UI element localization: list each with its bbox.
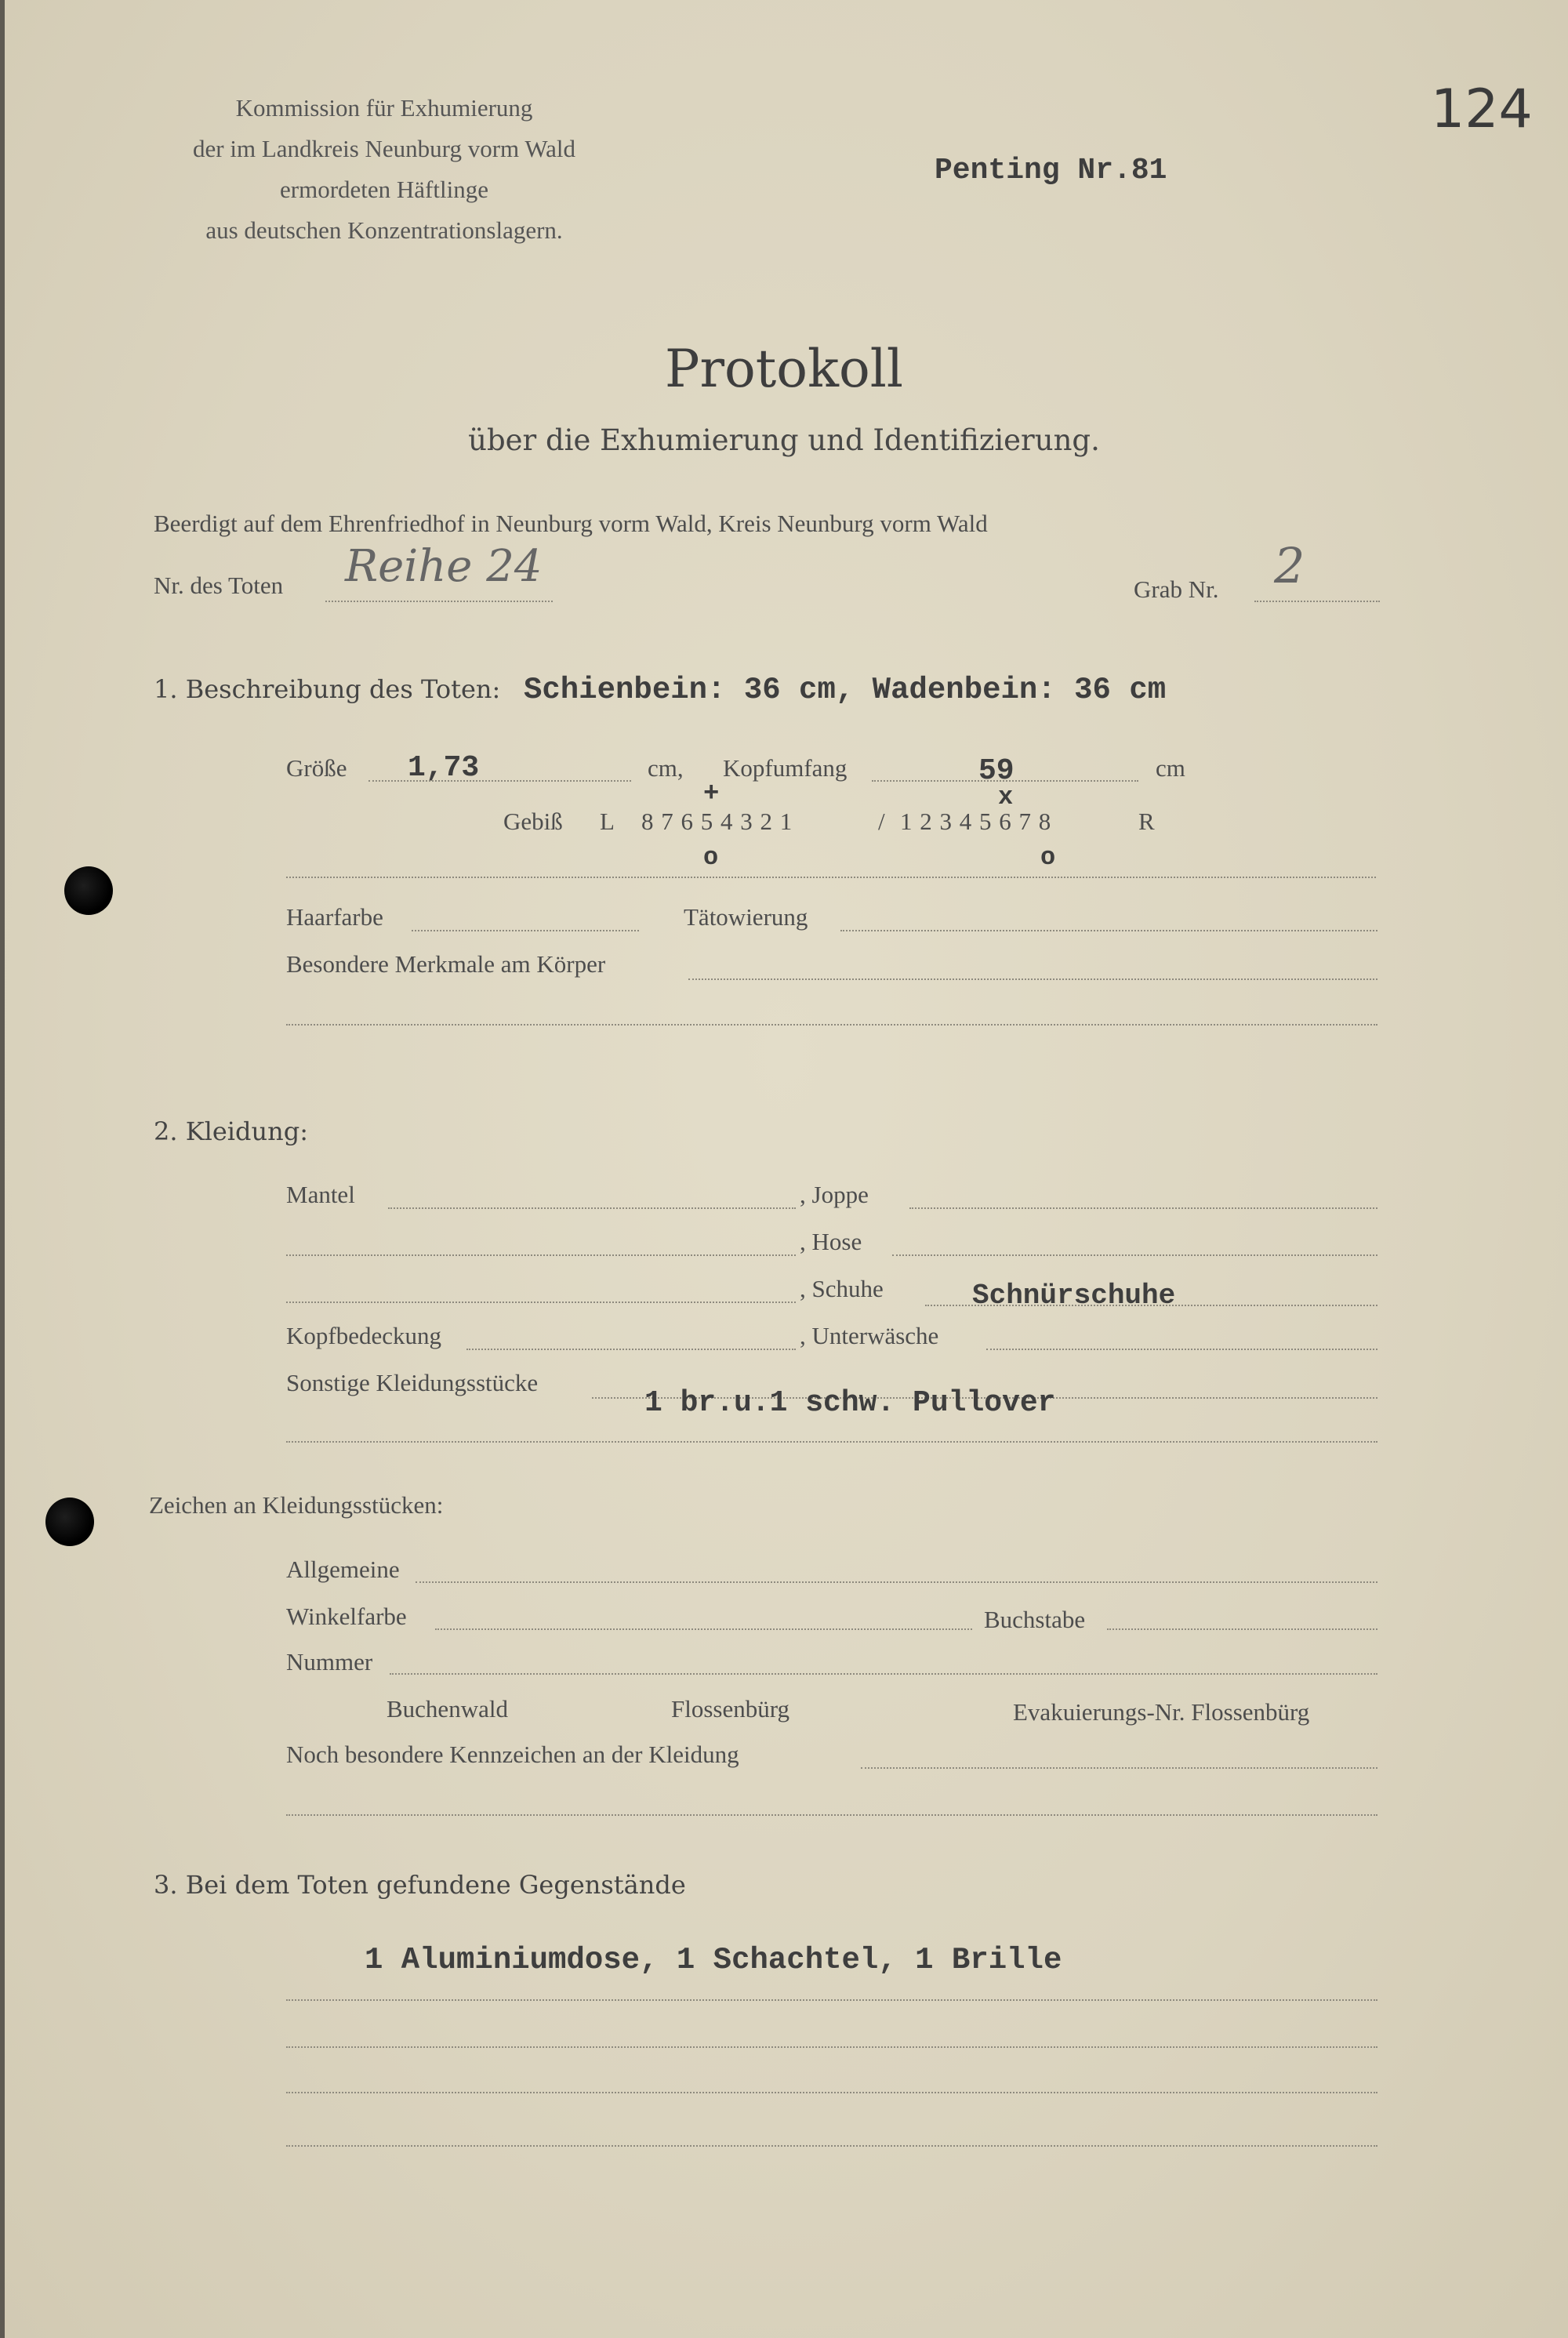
trousers-left-line [286, 1254, 796, 1256]
shoes-value: Schnürschuhe [972, 1280, 1176, 1312]
tooth-mark-o-right: o [1040, 843, 1056, 872]
general-line [416, 1581, 1377, 1583]
section3-line-3 [286, 2092, 1377, 2093]
size-line [368, 780, 631, 782]
extra-marks-label: Noch besondere Kennzeichen an der Kleidung [286, 1741, 739, 1768]
section1-label: 1. Beschreibung des Toten: [154, 674, 501, 704]
tooth-mark-o-left: o [703, 843, 719, 872]
grave-no-label: Grab Nr. [1134, 575, 1219, 603]
features-line [688, 978, 1377, 980]
headwear-label: Kopfbedeckung [286, 1322, 441, 1349]
commission-header [129, 88, 639, 251]
size-value: 1,73 [408, 751, 480, 785]
section1-value: Schienbein: 36 cm, Wadenbein: 36 cm [524, 673, 1167, 707]
section2-label: 2. Kleidung: [154, 1116, 308, 1146]
tooth-mark-x: x [998, 782, 1014, 811]
features-line-2 [286, 1024, 1377, 1026]
teeth-left: L [600, 808, 615, 835]
trousers-line [892, 1254, 1377, 1256]
grave-no-line [1254, 601, 1380, 602]
teeth-separator: / [878, 808, 885, 835]
dead-no-label: Nr. des Toten [154, 572, 284, 599]
section3-line-1 [286, 1999, 1377, 2001]
letter-label: Buchstabe [984, 1606, 1086, 1633]
head-label: Kopfumfang [723, 754, 848, 782]
extra-marks-line-2 [286, 1814, 1377, 1816]
head-value: 59 [978, 754, 1014, 788]
extra-marks-line [861, 1767, 1377, 1769]
number-line [390, 1673, 1377, 1675]
punch-hole-bottom [45, 1498, 94, 1546]
stamp-reference: Penting Nr.81 [935, 154, 1167, 187]
page-title: Protokoll [665, 339, 903, 399]
header-line-2: der im Landkreis Neunburg vorm Wald [193, 135, 575, 162]
size-label: Größe [286, 754, 347, 782]
general-label: Allgemeine [286, 1556, 400, 1583]
size-unit: cm, [648, 754, 684, 782]
headwear-line [466, 1349, 796, 1350]
underwear-label: , Unterwäsche [800, 1322, 939, 1349]
winkel-color-label: Winkelfarbe [286, 1603, 407, 1630]
jacket-line [909, 1207, 1377, 1209]
other-clothing-label: Sonstige Kleidungsstücke [286, 1369, 539, 1396]
punch-hole-top [64, 866, 113, 915]
dead-no-value: Reihe 24 [345, 541, 543, 592]
number-label: Nummer [286, 1648, 373, 1675]
jacket-label: , Joppe [800, 1181, 869, 1208]
teeth-line [286, 877, 1376, 878]
coat-label: Mantel [286, 1181, 355, 1208]
page-number: 124 [1431, 78, 1533, 140]
tooth-mark-plus: + [703, 779, 720, 809]
teeth-right: R [1138, 808, 1155, 835]
teeth-left-digits: 8 7 6 5 4 3 2 1 [641, 808, 793, 835]
winkel-color-line [435, 1628, 972, 1630]
dead-no-line [325, 601, 553, 602]
features-label: Besondere Merkmale am Körper [286, 950, 606, 978]
tattoo-line [840, 930, 1377, 931]
section3-label: 3. Bei dem Toten gefundene Gegenstände [154, 1870, 686, 1900]
trousers-label: , Hose [800, 1228, 862, 1255]
section3-value: 1 Aluminiumdose, 1 Schachtel, 1 Brille [365, 1943, 1062, 1977]
section3-line-4 [286, 2145, 1377, 2147]
hair-label: Haarfarbe [286, 903, 383, 931]
buchenwald-label: Buchenwald [387, 1695, 508, 1723]
shoes-line [925, 1305, 1377, 1306]
tattoo-label: Tätowierung [684, 903, 808, 931]
evacuation-label: Evakuierungs-Nr. Flossenbürg [1013, 1698, 1310, 1726]
section3-line-2 [286, 2046, 1377, 2048]
teeth-right-digits: 1 2 3 4 5 6 7 8 [900, 808, 1052, 835]
page-subtitle: über die Exhumierung und Identifizierung. [468, 423, 1100, 457]
underwear-line [986, 1349, 1377, 1350]
marks-label: Zeichen an Kleidungsstücken: [149, 1491, 444, 1519]
header-line-4: aus deutschen Konzentrationslagern. [205, 216, 563, 244]
hair-line [412, 930, 639, 931]
coat-line [388, 1207, 796, 1209]
header-line-1: Kommission für Exhumierung [235, 94, 533, 122]
flossenburg-label: Flossenbürg [671, 1695, 790, 1723]
teeth-label: Gebiß [503, 808, 563, 835]
other-clothing-value: 1 br.u.1 schw. Pullover [644, 1386, 1056, 1420]
head-line [872, 780, 1138, 782]
head-unit: cm [1156, 754, 1185, 782]
grave-no-value: 2 [1274, 537, 1305, 594]
burial-line: Beerdigt auf dem Ehrenfriedhof in Neunburg vorm Wald, Kreis Neunburg vorm Wald [154, 510, 988, 537]
other-clothing-line-2 [286, 1441, 1377, 1443]
shoes-label: , Schuhe [800, 1275, 884, 1302]
header-line-3: ermordeten Häftlinge [280, 176, 488, 203]
shoes-left-line [286, 1302, 796, 1303]
letter-line [1107, 1628, 1377, 1630]
